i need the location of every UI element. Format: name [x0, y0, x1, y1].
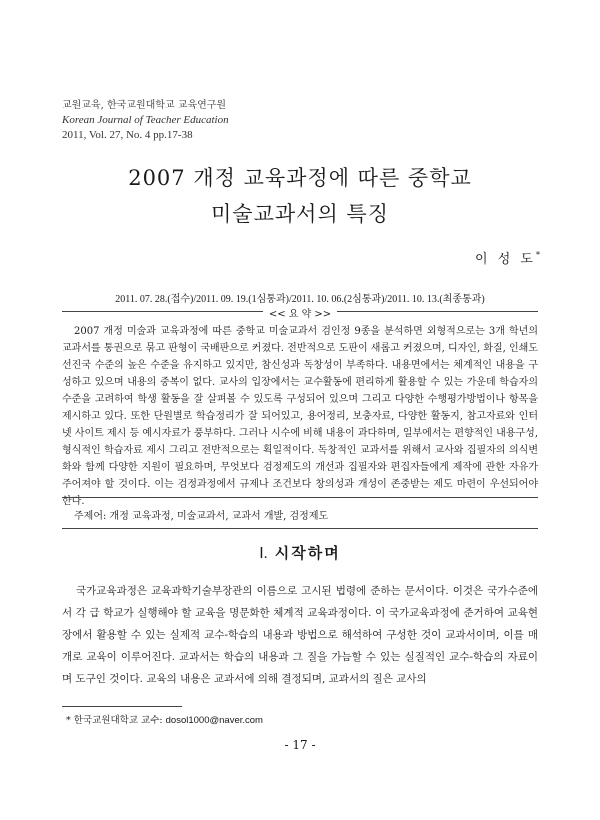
paper-title — [0, 160, 600, 232]
author — [475, 248, 540, 267]
footnote-affiliation: 한국교원대학교 교수: — [73, 715, 163, 726]
journal-name-korean: 교원교육, 한국교원대학교 교육연구원 — [62, 100, 227, 111]
author-name: 이 성 도 — [475, 252, 536, 267]
journal-volume: 2011, Vol. 27, No. 4 pp.17-38 — [62, 129, 193, 141]
author-footnote-mark: * — [536, 250, 540, 260]
body-paragraph: 국가교육과정은 교육과학기술부장관의 이름으로 고시된 법령에 준하는 문서이다. 이것은 국가수준에서 각 급 학교가 실행해야 할 교육을 명문화한 체계적 교육과정이다. 이 국가교육과정에 준거하여 교육현장에서 활용할 수 있는 실제적 교수-학습의 내용과 방법으로 해석하여 구성한 것이 교과서이며, 이를 매개로 교육이 이루어진다. 교과서는 학습의 내용과 그 질을 가늠할 수 있는 실질적인 교수-학습의 자료이며 도구인 것이다. 교육의 내용은 교과서에 의해 결정되며, 교과서의 질은 교사의 — [62, 585, 538, 685]
abstract-heading-label: << 요 약 >> — [263, 309, 337, 320]
page-number: - 17 - — [284, 738, 316, 752]
keywords-rule — [62, 528, 538, 529]
footnote-rule — [62, 706, 182, 707]
section-heading — [0, 542, 600, 563]
abstract-heading — [0, 305, 600, 320]
footnote-email: dosol1000@naver.com — [165, 715, 263, 726]
journal-name-english: Korean Journal of Teacher Education — [62, 114, 229, 126]
section-title: 시작하며 — [274, 544, 341, 562]
footnote-mark: * — [66, 715, 71, 726]
abstract-bottom-rule — [62, 497, 538, 498]
abstract-text: 2007 개정 미술과 교육과정에 따른 중학교 미술교과서 검인정 9종을 분석하면 외형적으로는 3개 학년의 교과서를 통권으로 묶고 판형이 국배판으로 커졌다. 전반적으로 도판이 새롭고 커졌으며, 디자인, 화질, 인쇄도 선진국 수준의 높은 수준을 유지하고 있지만, 참신성과 독창성이 부족하다. 내용면에서는 체계적인 내용을 구성하고 있으며 내용의 중복이 없다. 교사의 입장에서는 교수활동에 편리하게 활용할 수 있는 가운데 학습자의 수준을 고려하여 학생 활동을 잘 살펴볼 수 있도록 구성되어 있으며 그리고 다양한 수행평가방법이나 항목을 제시하고 있다. 또한 단원별로 학습정리가 잘 되어있고, 용어정리, 보충자료, 다양한 활동지, 참고자료와 인터넷 사이트 제시 등 예시자료가 풍부하다. 그러나 시수에 비해 내용이 과다하며, 일부에서는 편향적인 내용구성, 형식적인 학습자료 제시 그리고 전반적으로는 획일적이다. 독창적인 교과서를 위해서 교사와 집필자의 의식변화와 함께 다양한 지원이 필요하며, 무엇보다 검정제도의 개선과 집필자와 편집자들에게 제작에 관한 자유가 주어져야 할 것이다. 이는 검정과정에서 규제나 조건보다 창의성과 개성이 존중받는 제도 마련이 우선되어야 한다. — [62, 326, 538, 507]
section-number: Ⅰ. — [259, 546, 268, 562]
journal-header — [62, 98, 229, 143]
title-line-2: 미술교과서의 특징 — [211, 202, 389, 226]
keywords: 주제어: 개정 교육과정, 미술교과서, 교과서 개발, 검정제도 — [74, 511, 329, 522]
review-dates: 2011. 07. 28.(접수)/2011. 09. 19.(1심통과)/2011. 10. 06.(2심통과)/2011. 10. 13.(최종통과) — [115, 294, 485, 305]
footnote — [66, 712, 263, 726]
title-line-1: 2007 개정 교육과정에 따른 중학교 — [128, 166, 472, 190]
